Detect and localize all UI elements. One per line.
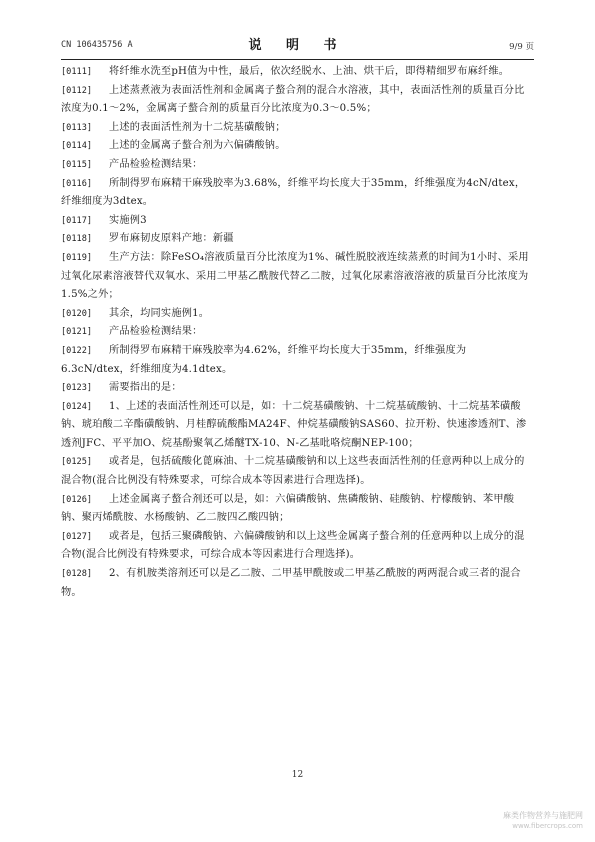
paragraph (61, 491, 534, 528)
watermark-text: 麻类作物营养与施肥网 (503, 811, 583, 820)
header-rule (61, 59, 534, 60)
paragraph-number: [0119] (61, 252, 93, 263)
paragraph (61, 342, 534, 379)
paragraph-number: [0117] (61, 215, 93, 226)
document-body (61, 63, 534, 602)
paragraph-number: [0111] (61, 67, 93, 77)
paragraph-text: 其余，均同实施例1。 (109, 307, 210, 319)
page-number: 12 (291, 770, 304, 780)
paragraph (61, 63, 534, 82)
paragraph-text: 生产方法：除FeSO₄溶液质量百分比浓度为1%、碱性脱胶液连续蒸煮的时间为1小时、采用过氧化尿素溶液替代双氧水、采用二甲基乙酰胺代替乙二胺，过氧化尿素溶液溶液的质量百分比浓度为1.5%之外； (61, 251, 529, 301)
paragraph-text: 将纤维水洗至pH值为中性，最后，依次经脱水、上油、烘干后，即得精细罗布麻纤维。 (109, 66, 510, 77)
paragraph-text: 2、有机胺类溶剂还可以是乙二胺、二甲基甲酰胺或二甲基乙酰胺的两两混合或三者的混合物。 (61, 568, 521, 598)
paragraph-text: 上述蒸煮液为表面活性剂和金属离子螯合剂的混合水溶液，其中，表面活性剂的质量百分比浓度为0.1～2%，金属离子螯合剂的质量百分比浓度为0.3～0.5%； (61, 84, 525, 115)
paragraph (61, 212, 534, 231)
paragraph-number: [0118] (61, 234, 93, 245)
paragraph-text: 上述的表面活性剂为十二烷基磺酸钠； (109, 121, 286, 133)
paragraph (61, 379, 534, 398)
page-indicator: 9/9 页 (509, 42, 534, 52)
paragraph-number: [0112] (61, 85, 93, 96)
paragraph-number: [0124] (61, 401, 93, 412)
paragraph (61, 119, 534, 138)
paragraph (61, 156, 534, 175)
paragraph-number: [0121] (61, 327, 93, 338)
paragraph-text: 罗布麻韧皮原料产地：新疆 (109, 233, 234, 245)
paragraph-number: [0114] (61, 141, 93, 152)
page-title: 说 明 书 (248, 38, 347, 53)
paragraph-number: [0115] (61, 159, 93, 170)
paragraph-text: 上述金属离子螯合剂还可以是，如：六偏磷酸钠、焦磷酸钠、硅酸钠、柠檬酸钠、苯甲酸钠、聚丙烯酰胺、水杨酸钠、乙二胺四乙酸四钠； (61, 493, 515, 524)
paragraph (61, 305, 534, 324)
watermark-url: www.fibercrops.com (512, 822, 583, 830)
paragraph-text: 实施例3 (109, 214, 147, 226)
paragraph-number: [0116] (61, 178, 93, 189)
paragraph-number: [0113] (61, 122, 93, 133)
paragraph (61, 398, 534, 454)
paragraph-number: [0128] (61, 569, 93, 580)
paragraph (61, 175, 534, 212)
paragraph (61, 453, 534, 490)
paragraph (61, 323, 534, 342)
paragraph (61, 82, 534, 119)
paragraph-text: 或者是，包括三聚磷酸钠、六偏磷酸钠和以上这些金属离子螯合剂的任意两种以上成分的混合物(混合比例没有特殊要求，可综合成本等因素进行合理选择)。 (61, 530, 525, 561)
paragraph-text: 需要指出的是： (109, 382, 182, 394)
paragraph (61, 230, 534, 249)
paragraph-text: 或者是，包括硫酸化蓖麻油、十二烷基磺酸钠和以上这些表面活性剂的任意两种以上成分的混合物(混合比例没有特殊要求，可综合成本等因素进行合理选择)。 (61, 456, 525, 487)
paragraph-text: 所制得罗布麻精干麻残胶率为4.62%，纤维平均长度大于35mm，纤维强度为6.3cN/dtex，纤维细度为4.1dtex。 (61, 344, 467, 375)
page-header (61, 34, 534, 58)
paragraph (61, 137, 534, 156)
paragraph-number: [0125] (61, 457, 93, 468)
paragraph (61, 528, 534, 565)
paragraph-number: [0123] (61, 383, 93, 394)
paragraph-text: 1、上述的表面活性剂还可以是，如：十二烷基磺酸钠、十二烷基硫酸钠、十二烷基苯磺酸钠、琥珀酸二辛酯磺酸钠、月桂醇硫酸酯MA24F、仲烷基磺酸钠SAS60、拉开粉、快速渗透剂T、渗透剂JFC、平平加O、烷基酚聚氧乙烯醚TX-10、N-乙基吡咯烷酮NEP-100； (61, 400, 527, 449)
paragraph-text: 所制得罗布麻精干麻残胶率为3.68%，纤维平均长度大于35mm，纤维强度为4cN/dtex，纤维细度为3dtex。 (61, 177, 526, 208)
paragraph-number: [0122] (61, 345, 93, 356)
paragraph-number: [0127] (61, 531, 93, 542)
paragraph-number: [0120] (61, 308, 93, 319)
paragraph (61, 565, 534, 602)
paragraph-number: [0126] (61, 494, 93, 505)
paragraph (61, 249, 534, 305)
patent-number: CN 106435756 A (61, 40, 133, 50)
paragraph-text: 产品检验检测结果： (109, 158, 203, 170)
paragraph-text: 产品检验检测结果： (109, 326, 203, 338)
paragraph-text: 上述的金属离子螯合剂为六偏磷酸钠。 (109, 140, 286, 152)
